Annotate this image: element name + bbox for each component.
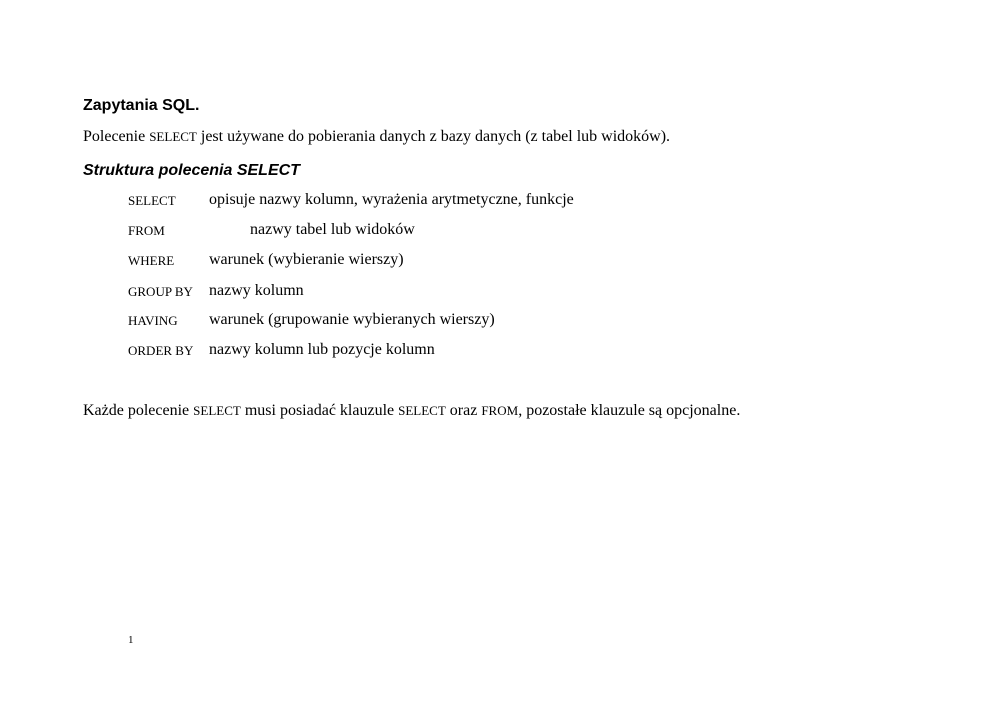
section-subtitle: Struktura polecenia SELECT (83, 162, 300, 179)
footer-text: oraz (445, 402, 482, 419)
footer-keyword: FROM (481, 403, 519, 418)
clause-description: warunek (wybieranie wierszy) (209, 251, 404, 268)
footer-text: , pozostałe klauzule są opcjonalne. (518, 402, 741, 419)
clause-keyword: SELECT (128, 193, 176, 208)
footer-text: musi posiadać klauzule (240, 402, 399, 419)
clause-description: nazwy tabel lub widoków (250, 221, 415, 238)
intro-paragraph (83, 127, 670, 147)
clause-description: warunek (grupowanie wybieranych wierszy) (209, 311, 495, 328)
intro-text-before: Polecenie (83, 128, 150, 145)
clause-description: nazwy kolumn (209, 282, 304, 299)
intro-keyword: SELECT (149, 129, 197, 144)
footer-keyword: SELECT (398, 403, 446, 418)
clause-keyword: ORDER BY (128, 343, 194, 358)
page-number: 1 (128, 634, 134, 646)
footer-text: Każde polecenie (83, 402, 194, 419)
clause-keyword: FROM (128, 223, 165, 238)
clause-description: opisuje nazwy kolumn, wyrażenia arytmetyczne, funkcje (209, 191, 574, 208)
clause-description: nazwy kolumn lub pozycje kolumn (209, 341, 435, 358)
clause-keyword: HAVING (128, 313, 178, 328)
footer-paragraph (83, 401, 740, 421)
intro-text-after: jest używane do pobierania danych z bazy danych (z tabel lub widoków). (196, 128, 671, 145)
clause-keyword: WHERE (128, 253, 175, 268)
footer-keyword: SELECT (193, 403, 241, 418)
clause-keyword: GROUP BY (128, 284, 193, 299)
document-title: Zapytania SQL. (83, 97, 200, 114)
